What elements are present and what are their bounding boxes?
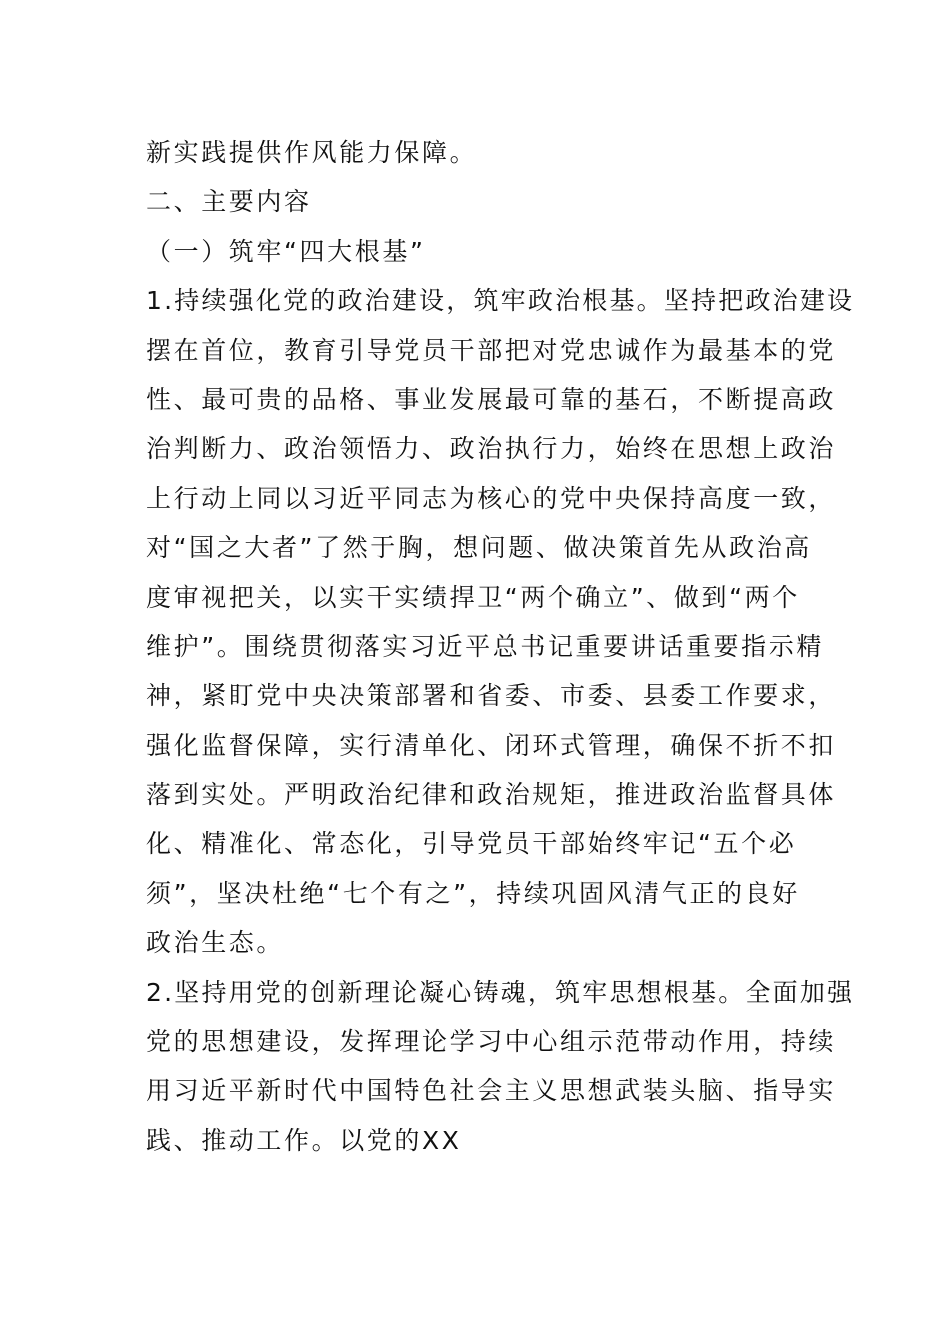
text-line: 1.持续强化党的政治建设，筑牢政治根基。坚持把政治建设: [146, 286, 855, 316]
text-line: 性、最可贵的品格、事业发展最可靠的基石，不断提高政: [146, 384, 837, 414]
text-line: 新实践提供作风能力保障。: [146, 138, 478, 167]
text-line: 对“国之大者”了然于胸，想问题、做决策首先从政治高: [146, 533, 812, 563]
text-line: 须”，坚决杜绝“七个有之”，持续巩固风清气正的良好: [146, 878, 800, 908]
text-line: 度审视把关，以实干实绩捍卫“两个确立”、做到“两个: [146, 582, 800, 612]
text-line: 上行动上同以习近平同志为核心的党中央保持高度一致，: [146, 483, 837, 513]
text-line: 2.坚持用党的创新理论凝心铸魂，筑牢思想根基。全面加强: [146, 977, 855, 1007]
text-line: 践、推动工作。以党的XX: [146, 1125, 462, 1155]
text-line: 政治生态。: [146, 928, 285, 958]
text-line: 治判断力、政治领悟力、政治执行力，始终在思想上政治: [146, 434, 837, 464]
document-body: [146, 128, 855, 1165]
subsection-heading: （一）筑牢“四大根基”: [146, 236, 426, 266]
text-line: 党的思想建设，发挥理论学习中心组示范带动作用，持续: [146, 1027, 837, 1057]
text-line: 用习近平新时代中国特色社会主义思想武装头脑、指导实: [146, 1076, 837, 1106]
section-heading: 二、主要内容: [146, 187, 312, 217]
text-line: 落到实处。严明政治纪律和政治规矩，推进政治监督具体: [146, 780, 837, 810]
text-line: 强化监督保障，实行清单化、闭环式管理，确保不折不扣: [146, 730, 837, 760]
text-line: 神，紧盯党中央决策部署和省委、市委、县委工作要求，: [146, 681, 837, 711]
text-line: 化、精准化、常态化，引导党员干部始终牢记“五个必: [146, 829, 797, 859]
text-line: 摆在首位，教育引导党员干部把对党忠诚作为最基本的党: [146, 335, 837, 365]
text-line: 维护”。围绕贯彻落实习近平总书记重要讲话重要指示精: [146, 631, 824, 661]
